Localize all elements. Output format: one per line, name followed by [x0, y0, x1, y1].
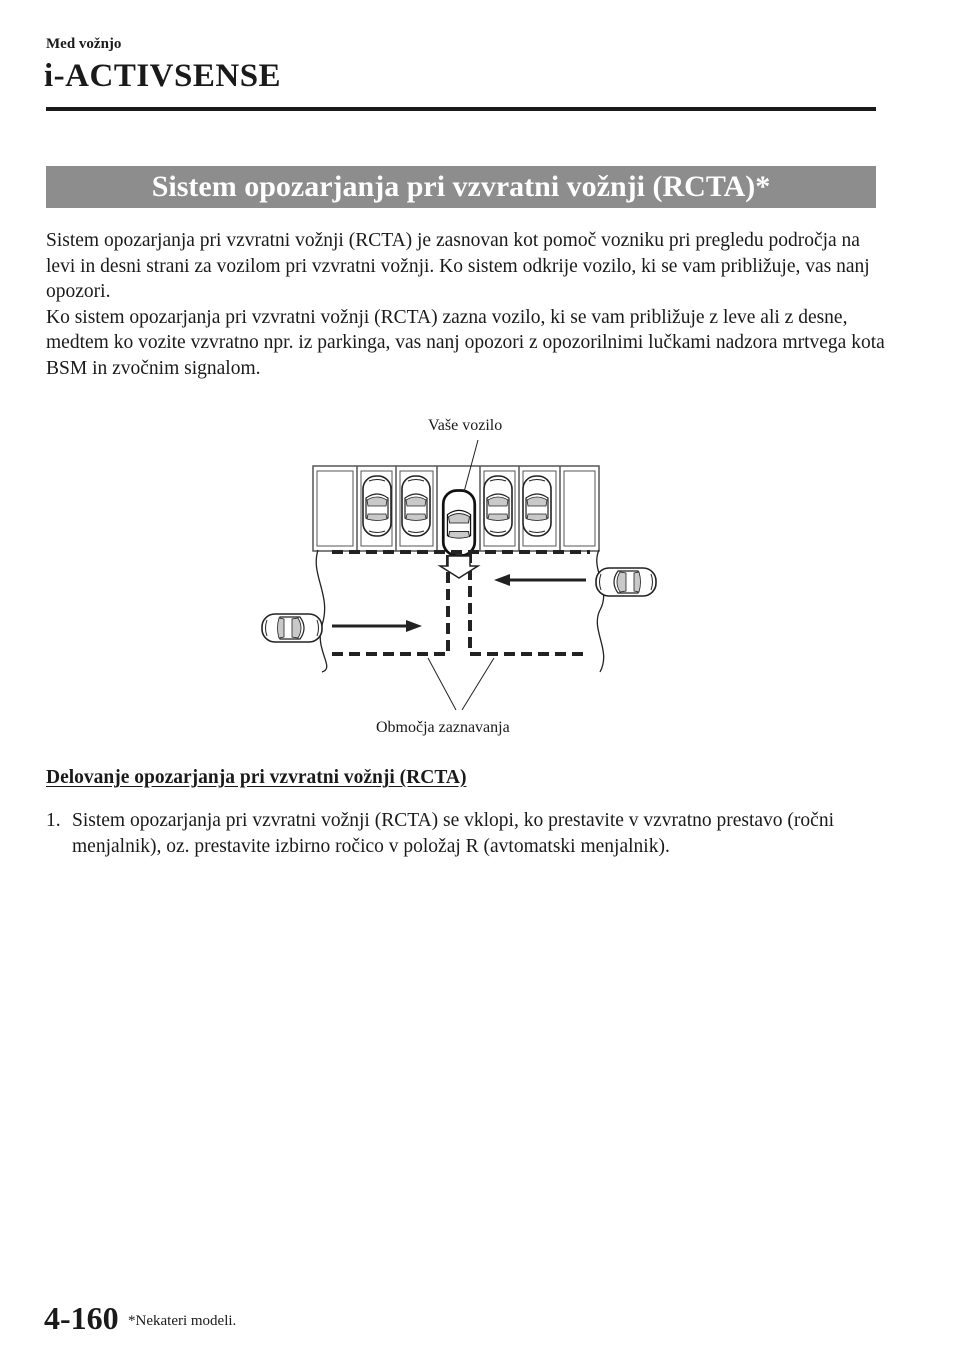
rcta-diagram-graphic — [240, 410, 720, 745]
leader-line-zone-left — [428, 658, 456, 710]
road-edge-left — [316, 550, 327, 672]
footnote: *Nekateri modeli. — [128, 1313, 237, 1329]
chapter-title: i-ACTIVSENSE — [44, 58, 282, 94]
step-number: 1. — [46, 810, 61, 831]
label-your-vehicle: Vaše vozilo — [428, 417, 503, 434]
chapter-divider — [46, 107, 876, 111]
approach-arrow-left — [332, 620, 422, 632]
rcta-diagram — [240, 410, 720, 745]
approach-arrow-right — [494, 574, 586, 586]
paragraph-intro: Sistem opozarjanja pri vzvratni vožnji (RCTA) je zasnovan kot pomoč vozniku pri pregledu področja na levi in desni strani za vozilom pri vzvratni vožnji. Ko sistem odkrije vozilo, ki se vam približuje, vas nanj opozori. — [46, 230, 870, 302]
leader-line-zone-right — [462, 658, 494, 710]
parked-car — [484, 476, 512, 536]
road-edge-right — [597, 550, 604, 672]
subsection-heading: Delovanje opozarjanja pri vzvratni vožnji (RCTA) — [46, 767, 467, 788]
own-vehicle — [443, 490, 475, 555]
step-item — [46, 808, 896, 859]
parked-car — [402, 476, 430, 536]
approaching-car-right — [596, 568, 656, 596]
parked-car — [523, 476, 551, 536]
page-number: 4-160 — [44, 1300, 119, 1336]
label-detection-zones: Območja zaznavanja — [376, 719, 510, 736]
approaching-car-left — [262, 614, 322, 642]
chapter-label: Med vožnjo — [46, 36, 122, 52]
section-title: Sistem opozarjanja pri vzvratni vožnji (RCTA)* — [46, 166, 876, 208]
reverse-direction-arrow — [440, 556, 478, 578]
body-text — [46, 228, 886, 381]
paragraph-detection: Ko sistem opozarjanja pri vzvratni vožnji (RCTA) zazna vozilo, ki se vam približuje z leve ali z desne, medtem ko vozite vzvratno npr. iz parkinga, vas nanj opozori z opozorilnimi lučkami nadzora mrtvega kota BSM in zvočnim signalom. — [46, 306, 885, 379]
step-text: Sistem opozarjanja pri vzvratni vožnji (RCTA) se vklopi, ko prestavite v vzvratno prestavo (ročni menjalnik), oz. prestavite izbirno ročico v položaj R (avtomatski menjalnik). — [72, 810, 834, 857]
parked-car — [363, 476, 391, 536]
